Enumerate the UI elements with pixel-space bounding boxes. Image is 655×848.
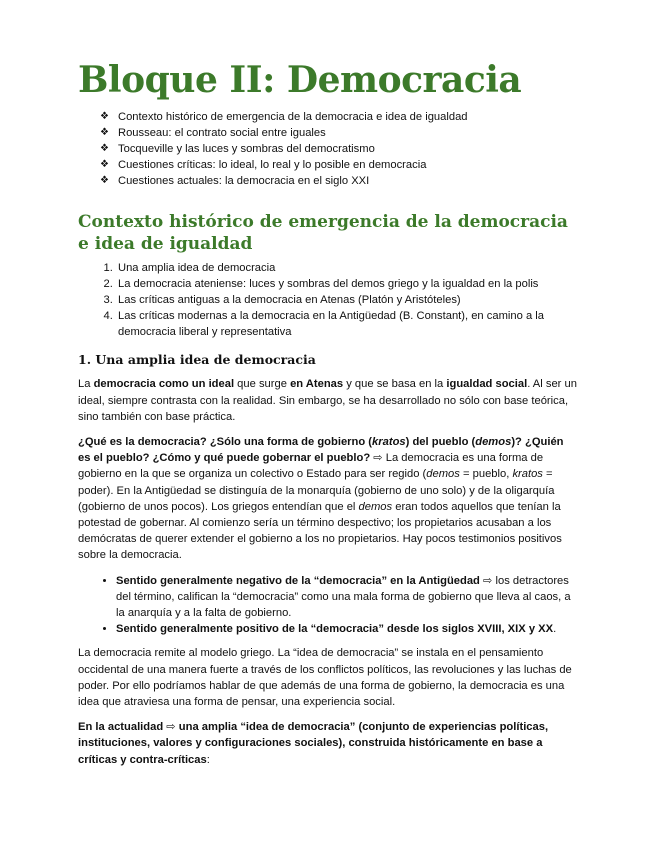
paragraph-ideal: La democracia como un ideal que surge en Atenas y que se basa en la igualdad social. Al ser un ideal, siempre contrasta con la realidad. Sin embargo, se ha desarrollado no sólo con base teórica, sino también con base práctica. — [78, 378, 577, 423]
arrow-icon: ⇨ — [370, 452, 386, 465]
diamond-bullet-icon: ❖ — [100, 111, 109, 123]
subsection-heading: 1. Una amplia idea de democracia — [78, 352, 316, 368]
diamond-bullet-icon: ❖ — [100, 143, 109, 155]
outline-list — [100, 109, 577, 189]
paragraph-today: En la actualidad ⇨ una amplia “idea de democracia” (conjunto de experiencias políticas, instituciones, valores y configuraciones sociales), construida históricamente en base a críticas y contra-críticas: — [78, 721, 549, 766]
contents-item: 3. Las críticas antiguas a la democracia en Atenas (Platón y Aristóteles) — [116, 292, 577, 308]
diamond-bullet-icon: ❖ — [100, 175, 109, 187]
outline-item: ❖ Rousseau: el contrato social entre iguales — [100, 127, 326, 140]
section-heading: Contexto histórico de emergencia de la democracia e idea de igualdad — [78, 212, 568, 255]
section-contents-list — [78, 260, 577, 340]
diamond-bullet-icon: ❖ — [100, 159, 109, 171]
diamond-bullet-icon: ❖ — [100, 127, 109, 139]
contents-item: 2. La democracia ateniense: luces y sombras del demos griego y la igualdad en la polis — [116, 276, 577, 292]
paragraph-definition: ¿Qué es la democracia? ¿Sólo una forma de gobierno (kratos) del pueblo (demos)? ¿Quién es el pueblo? ¿Cómo y qué puede gobernar el pueblo? ⇨ La democracia es una forma de gobierno en la que se organiza un colectivo o Estado para ser regido (demos = pueblo, kratos = poder). En la Antigüedad se distinguía de la monarquía (gobierno de uno solo) y de la oligarquía (gobierno de unos pocos). Los griegos entendían que el demos eran todos aquellos que tenían la potestad de gobernar. Al comienzo sería un término despectivo; los propietarios acusaban a los demócratas de querer extender el gobierno a los no propietarios. Hay pocos testimonios positivos sobre la democracia. — [78, 436, 564, 562]
list-item: • Sentido generalmente positivo de la “democracia” desde los siglos XVIII, XIX y XX. — [116, 621, 577, 637]
contents-item: 1. Una amplia idea de democracia — [116, 260, 577, 276]
arrow-icon: ⇨ — [163, 721, 179, 734]
outline-item: ❖ Tocqueville y las luces y sombras del democratismo — [100, 143, 375, 156]
outline-item: ❖ Contexto histórico de emergencia de la democracia e idea de igualdad — [100, 111, 468, 124]
list-item: • Sentido generalmente negativo de la “democracia” en la Antigüedad ⇨ los detractores del término, califican la “democracia” como una mala forma de gobierno que lleva al caos, a la anarquía y a la falta de gobierno. — [116, 573, 577, 622]
outline-item: ❖ Cuestiones críticas: lo ideal, lo real y lo posible en democracia — [100, 159, 427, 172]
contents-item: 4. Las críticas modernas a la democracia en la Antigüedad (B. Constant), en camino a la democracia liberal y representativa — [116, 308, 577, 340]
outline-item: ❖ Cuestiones actuales: la democracia en el siglo XXI — [100, 175, 370, 188]
paragraph-greek-model: La democracia remite al modelo griego. La “idea de democracia” se instala en el pensamiento occidental de una manera fuerte a través de los conflictos políticos, las revoluciones y las luchas de poder. Por ello podríamos hablar de que además de una forma de gobierno, la democracia es una idea que atraviesa una forma de pensar, una experiencia social. — [78, 647, 572, 709]
sense-list — [78, 573, 577, 638]
page-title: Bloque II: Democracia — [78, 59, 522, 101]
arrow-icon: ⇨ — [479, 574, 496, 587]
